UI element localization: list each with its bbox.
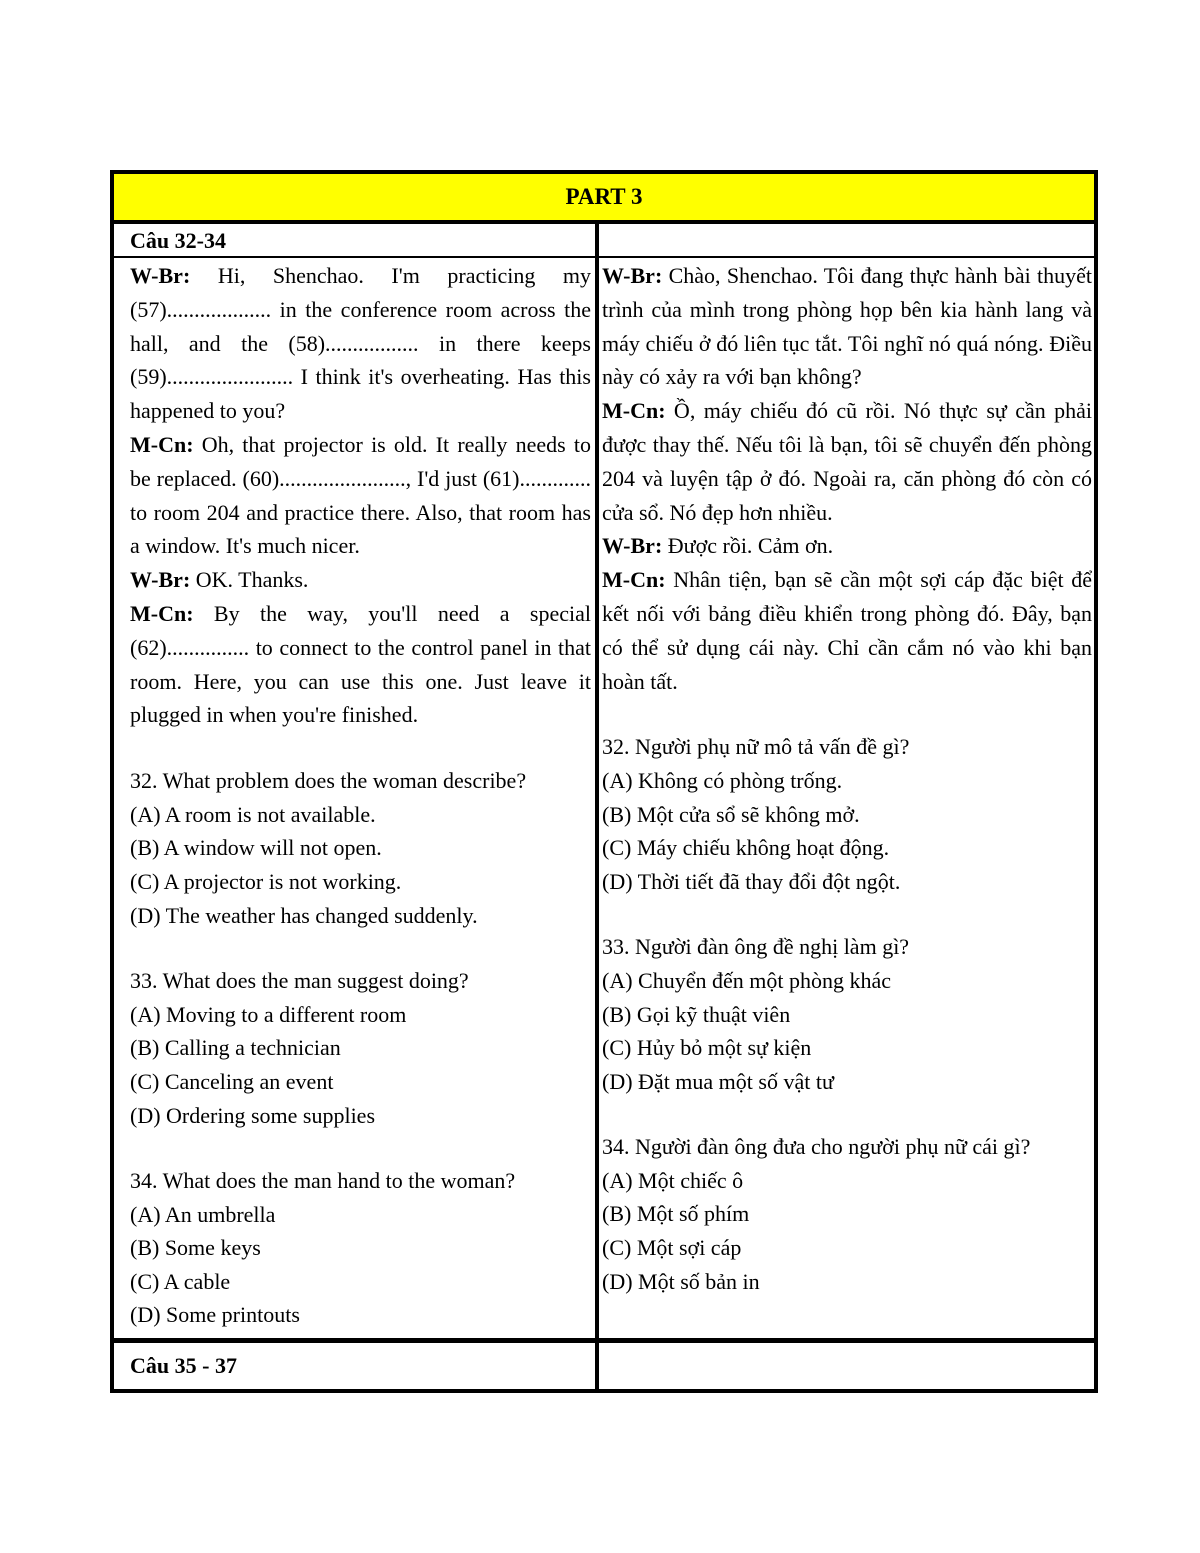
question-text: 32. What problem does the woman describe? <box>130 768 527 794</box>
speaker-label: M-Cn: <box>602 567 666 593</box>
answer-option: (D) The weather has changed suddenly. <box>130 902 478 928</box>
answer-option: (D) Một số bản in <box>602 1268 760 1294</box>
dialogue-line <box>602 529 1092 563</box>
dialogue-text: Hi, Shenchao. I'm practicing my (57)................... in the conference room across the hall, and the (58)................. in there keeps (59)....................... I think it's overheating. Has this happened to you? <box>130 263 591 424</box>
dialogue-text: By the way, you'll need a special (62)............... to connect to the control panel in that room. Here, you can use this one. Just leave it plugged in when you're finished. <box>130 600 591 728</box>
answer-option: (A) A room is not available. <box>130 801 376 827</box>
answer-option: (B) Some keys <box>130 1235 261 1261</box>
question-text: 34. What does the man hand to the woman? <box>130 1168 516 1194</box>
answer-option: (A) Một chiếc ô <box>602 1167 744 1193</box>
answer-option: (B) Calling a technician <box>130 1035 341 1061</box>
question-text: 33. Người đàn ông đề nghị làm gì? <box>602 934 910 960</box>
dialogue-line <box>602 259 1092 394</box>
dialogue-line <box>602 563 1092 698</box>
answer-option: (C) Hủy bỏ một sự kiện <box>602 1035 812 1061</box>
next-section-empty-cell <box>599 1343 1094 1389</box>
answer-option: (B) Gọi kỹ thuật viên <box>602 1001 791 1027</box>
question-text: 32. Người phụ nữ mô tả vấn đề gì? <box>602 734 910 760</box>
section-header-empty-cell <box>599 224 1094 256</box>
speaker-label: M-Cn: <box>602 398 666 424</box>
spacer <box>602 698 1092 730</box>
question-text: 33. What does the man suggest doing? <box>130 968 469 994</box>
english-column <box>114 258 599 1338</box>
answer-option: (C) Máy chiếu không hoạt động. <box>602 835 890 861</box>
speaker-label: W-Br: <box>130 263 191 288</box>
answer-option: (D) Đặt mua một số vật tư <box>602 1068 834 1094</box>
dialogue-text: Chào, Shenchao. Tôi đang thực hành bài thuyết trình của mình trong phòng họp bên kia hành lang và máy chiếu ở đó liên tục tắt. Tôi nghĩ nó quá nóng. Điều này có xảy ra với bạn không? <box>602 263 1092 390</box>
speaker-label: M-Cn: <box>130 431 194 457</box>
answer-option: (D) Thời tiết đã thay đổi đột ngột. <box>602 868 901 894</box>
next-section-row <box>114 1343 1094 1389</box>
spacer <box>130 1132 591 1164</box>
dialogue-line <box>130 428 591 563</box>
speaker-label: M-Cn: <box>130 600 194 626</box>
spacer <box>602 1098 1092 1130</box>
dialogue-text: Ồ, máy chiếu đó cũ rồi. Nó thực sự cần phải được thay thế. Nếu tôi là bạn, tôi sẽ chuyển đến phòng 204 và luyện tập ở đó. Ngoài ra, căn phòng đó còn có cửa sổ. Nó đẹp hơn nhiều. <box>602 398 1092 525</box>
part3-table <box>110 170 1098 1393</box>
answer-option: (A) Moving to a different room <box>130 1001 407 1027</box>
answer-option: (A) Chuyển đến một phòng khác <box>602 967 891 993</box>
section-label: Câu 32-34 <box>114 224 599 256</box>
answer-option: (C) A cable <box>130 1268 231 1294</box>
section-header-row <box>114 224 1094 258</box>
answer-option: (B) A window will not open. <box>130 835 382 861</box>
spacer <box>602 898 1092 930</box>
spacer <box>130 932 591 964</box>
answer-option: (D) Ordering some supplies <box>130 1102 376 1128</box>
answer-option: (B) Một số phím <box>602 1201 750 1227</box>
answer-option: (C) Canceling an event <box>130 1068 334 1094</box>
dialogue-line <box>602 394 1092 529</box>
part-title: PART 3 <box>114 174 1094 224</box>
answer-option: (D) Some printouts <box>130 1302 300 1328</box>
dialogue-line <box>130 597 591 732</box>
answer-option: (B) Một cửa sổ sẽ không mở. <box>602 801 860 827</box>
answer-option: (A) Không có phòng trống. <box>602 767 843 793</box>
speaker-label: W-Br: <box>602 263 663 288</box>
dialogue-line <box>130 259 591 428</box>
answer-option: (C) Một sợi cáp <box>602 1235 742 1261</box>
dialogue-text: Nhân tiện, bạn sẽ cần một sợi cáp đặc biệt để kết nối với bảng điều khiển trong phòng đó. Đây, bạn có thể sử dụng cái này. Chỉ cần cắm nó vào khi bạn hoàn tất. <box>602 567 1092 694</box>
answer-option: (A) An umbrella <box>130 1201 276 1227</box>
vietnamese-column <box>599 258 1094 1338</box>
question-text: 34. Người đàn ông đưa cho người phụ nữ cái gì? <box>602 1134 1031 1160</box>
speaker-label: W-Br: <box>130 567 191 593</box>
dialogue-text: OK. Thanks. <box>190 567 309 593</box>
dialogue-line <box>130 563 591 597</box>
section-label: Câu 35 - 37 <box>114 1343 599 1389</box>
spacer <box>130 732 591 764</box>
dialogue-text: Oh, that projector is old. It really needs to be replaced. (60)......................., I'd just (61)............. to room 204 and practice there. Also, that room has a window. It's much nicer. <box>130 431 591 559</box>
content-row <box>114 258 1094 1343</box>
answer-option: (C) A projector is not working. <box>130 868 402 894</box>
dialogue-text: Được rồi. Cảm ơn. <box>662 533 834 559</box>
speaker-label: W-Br: <box>602 533 663 559</box>
